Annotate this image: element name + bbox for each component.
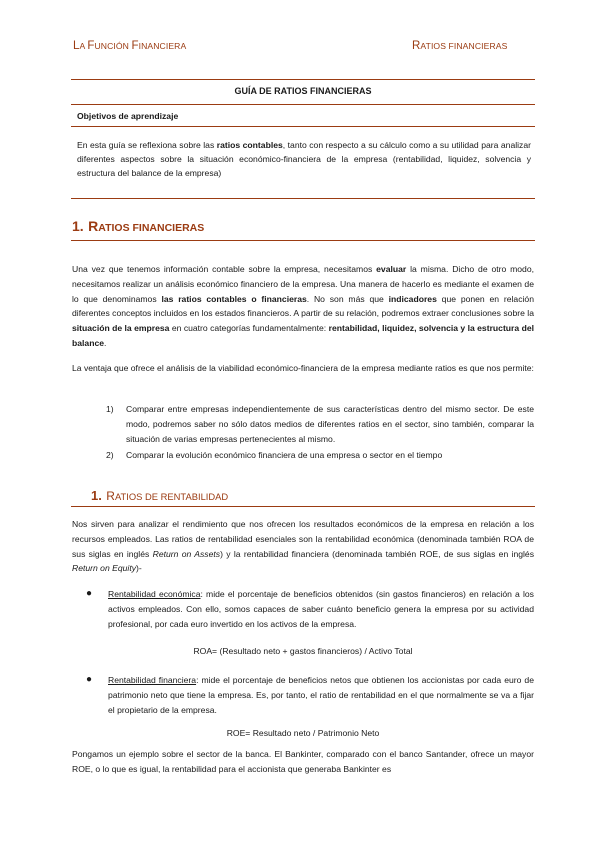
subsection-heading: 1. RATIOS DE RENTABILIDAD — [91, 488, 229, 503]
list-item: 2) Comparar la evolución económico financiera de una empresa o sector en el tiempo — [106, 450, 443, 461]
numbered-list — [106, 402, 534, 465]
paragraph-advantages: La ventaja que ofrece el análisis de la viabilidad económico-financiera de la empresa mediante ratios es que nos permite: — [72, 363, 534, 373]
bullet-list — [86, 673, 534, 717]
objectives-rule — [71, 126, 535, 127]
section-heading: 1. RATIOS FINANCIERAS — [72, 218, 205, 234]
objectives-text: En esta guía se reflexiona sobre las ratios contables, tanto con respecto a su cálculo como a su utilidad para analizar diferentes aspectos sobre la situación económico-financiera de la empresa (rentabilidad, liquidez, solvencia y estructura del balance de la empresa) — [77, 140, 531, 178]
list-item: 1) Comparar entre empresas independientemente de sus características dentro del mismo sector. De este modo, podremos saber no sólo datos medios de diferentes ratios en el sector, sino también, comparar la situación de varias empresas pertenecientes al mismo. — [106, 404, 534, 444]
formula-roa: ROA= (Resultado neto + gastos financieros) / Activo Total — [193, 646, 413, 656]
running-header-left: LA FUNCIÓN FINANCIERA — [73, 40, 187, 52]
formula-roe: ROE= Resultado neto / Patrimonio Neto — [226, 728, 380, 738]
bullet-icon: ● — [86, 588, 93, 599]
running-header-right: RATIOS FINANCIERAS — [412, 40, 508, 52]
subsection-heading-rule — [71, 506, 535, 507]
bullet-list — [86, 587, 534, 631]
guide-title-rule — [71, 104, 535, 105]
objectives-bottom-rule — [71, 198, 535, 199]
paragraph-intro: Una vez que tenemos información contable sobre la empresa, necesitamos evaluar la misma. Dicho de otro modo, necesitamos realizar un análisis económico financiero de la empresa. Una manera de hacerlo es mediante el examen de lo que denominamos las ratios contables o financieras. No son más que indicadores que ponen en relación diferentes conceptos incluidos en los estados financieros. A partir de su relación, podremos extraer conclusiones sobre la situación de la empresa en cuatro categorías fundamentalmente: rentabilidad, liquidez, solvencia y la estructura del balance. — [72, 264, 534, 348]
guide-title: GUÍA DE RATIOS FINANCIERAS — [234, 86, 372, 96]
list-item: ● Rentabilidad económica: mide el porcentaje de beneficios obtenidos (sin gastos financieros) en relación a los activos empleados. Con ello, somos capaces de saber cuánto beneficio genera la empresa por su actividad profesional, por cada euro invertido en los activos de la empresa. — [86, 588, 534, 629]
section-heading-rule — [71, 240, 535, 241]
list-item: ● Rentabilidad financiera: mide el porcentaje de beneficios netos que obtienen los accionistas por cada euro de patrimonio neto que tiene la empresa. Es, por tanto, el ratio de rentabilidad en el que normalmente se va a fijar el propietario de la empresa. — [86, 674, 534, 715]
header-rule — [71, 79, 535, 80]
paragraph-profitability: Nos sirven para analizar el rendimiento que nos ofrecen los resultados económicos de la empresa en relación a los recursos empleados. Las ratios de rentabilidad esenciales son la rentabilidad económica (denominada también ROA de sus siglas en inglés Return on Assets) y la rentabilidad financiera (denominada también ROE, de sus siglas en inglés Return on Equity)- — [72, 519, 534, 574]
objectives-label: Objetivos de aprendizaje — [77, 111, 179, 121]
bullet-icon: ● — [86, 674, 93, 685]
paragraph-example: Pongamos un ejemplo sobre el sector de la banca. El Bankinter, comparado con el banco Santander, ofrece un mayor ROE, o lo que es igual, la rentabilidad para el accionista que generaba Bankinter es — [72, 749, 534, 774]
